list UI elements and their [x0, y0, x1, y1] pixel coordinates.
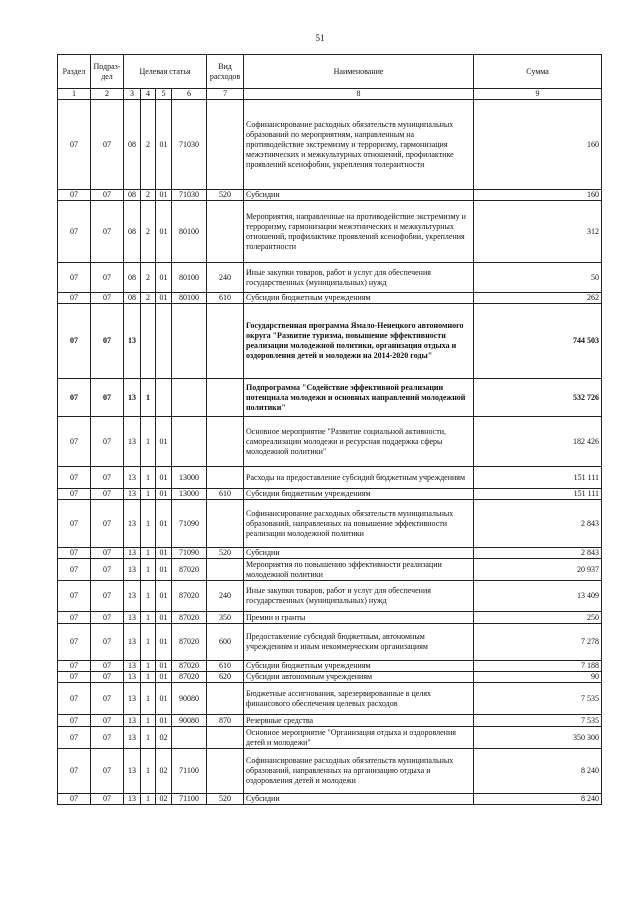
- header-target-article: Целевая статья: [124, 55, 207, 89]
- table-row: [58, 794, 602, 805]
- col-number: 4: [141, 89, 156, 100]
- cell-direction: 71090: [172, 548, 207, 559]
- cell-subprogram: 2: [141, 263, 156, 293]
- cell-amount: 8 240: [474, 749, 602, 794]
- cell-activity: 01: [156, 548, 172, 559]
- cell-subsection: 07: [91, 727, 124, 749]
- cell-activity: 01: [156, 467, 172, 489]
- cell-subsection: 07: [91, 304, 124, 379]
- cell-subprogram: 2: [141, 293, 156, 304]
- cell-subsection: 07: [91, 100, 124, 190]
- cell-direction: 71100: [172, 794, 207, 805]
- cell-subprogram: 1: [141, 661, 156, 672]
- cell-section: 07: [58, 683, 91, 715]
- cell-activity: 01: [156, 500, 172, 548]
- table-row: [58, 581, 602, 612]
- cell-subprogram: 1: [141, 612, 156, 624]
- table-row: [58, 548, 602, 559]
- cell-program: 13: [124, 379, 141, 417]
- cell-amount: 7 535: [474, 683, 602, 715]
- cell-direction: 80100: [172, 263, 207, 293]
- cell-subprogram: 2: [141, 100, 156, 190]
- page-number: 51: [315, 33, 325, 43]
- cell-section: 07: [58, 201, 91, 263]
- cell-subsection: 07: [91, 201, 124, 263]
- cell-name: Софинансирование расходных обязательств муниципальных образований, направленных на организацию отдыха и оздоровления детей и молодежи: [244, 749, 474, 794]
- cell-section: 07: [58, 100, 91, 190]
- cell-activity: 02: [156, 749, 172, 794]
- col-number: 2: [91, 89, 124, 100]
- cell-name: Предоставление субсидий бюджетным, автономным учреждениям и иным некоммерческим организациям: [244, 624, 474, 661]
- table-row: [58, 661, 602, 672]
- cell-subsection: 07: [91, 672, 124, 683]
- cell-program: 13: [124, 304, 141, 379]
- cell-amount: 2 843: [474, 548, 602, 559]
- cell-name: Мероприятия по повышению эффективности реализации молодежной политики: [244, 559, 474, 581]
- cell-activity: 01: [156, 100, 172, 190]
- cell-amount: 250: [474, 612, 602, 624]
- cell-name: Резервные средства: [244, 715, 474, 727]
- cell-subsection: 07: [91, 794, 124, 805]
- cell-direction: 71030: [172, 100, 207, 190]
- cell-section: 07: [58, 293, 91, 304]
- cell-subprogram: 2: [141, 190, 156, 201]
- cell-section: 07: [58, 190, 91, 201]
- cell-direction: 13000: [172, 467, 207, 489]
- table-row: [58, 624, 602, 661]
- cell-activity: 01: [156, 683, 172, 715]
- cell-expense-type: 870: [207, 715, 244, 727]
- cell-program: 13: [124, 683, 141, 715]
- cell-expense-type: [207, 417, 244, 467]
- header-subsection: Подраз-дел: [91, 55, 124, 89]
- cell-activity: 01: [156, 612, 172, 624]
- cell-direction: [172, 379, 207, 417]
- cell-name: Основное мероприятие "Развитие социальной активности, самореализации молодежи и ресурсная поддержка сферы молодежной политики": [244, 417, 474, 467]
- cell-subprogram: 1: [141, 379, 156, 417]
- cell-subprogram: 1: [141, 500, 156, 548]
- col-number: 8: [244, 89, 474, 100]
- cell-section: 07: [58, 489, 91, 500]
- cell-amount: 7 535: [474, 715, 602, 727]
- cell-expense-type: 520: [207, 190, 244, 201]
- table-row: [58, 489, 602, 500]
- cell-name: Субсидии бюджетным учреждениям: [244, 489, 474, 500]
- table-row: [58, 727, 602, 749]
- cell-direction: 71030: [172, 190, 207, 201]
- cell-section: 07: [58, 624, 91, 661]
- cell-activity: 01: [156, 661, 172, 672]
- cell-direction: [172, 304, 207, 379]
- cell-expense-type: [207, 727, 244, 749]
- cell-direction: 13000: [172, 489, 207, 500]
- cell-section: 07: [58, 263, 91, 293]
- cell-name: Субсидии: [244, 548, 474, 559]
- cell-section: 07: [58, 304, 91, 379]
- cell-direction: 87020: [172, 661, 207, 672]
- cell-name: Расходы на предоставление субсидий бюджетным учреждениям: [244, 467, 474, 489]
- header-row: [58, 55, 602, 89]
- cell-expense-type: [207, 749, 244, 794]
- cell-amount: 151 111: [474, 467, 602, 489]
- col-number: 3: [124, 89, 141, 100]
- cell-amount: 7 278: [474, 624, 602, 661]
- cell-section: 07: [58, 500, 91, 548]
- cell-expense-type: 600: [207, 624, 244, 661]
- cell-subprogram: 1: [141, 489, 156, 500]
- cell-expense-type: 520: [207, 794, 244, 805]
- cell-section: 07: [58, 467, 91, 489]
- cell-amount: 262: [474, 293, 602, 304]
- cell-subsection: 07: [91, 190, 124, 201]
- cell-activity: 01: [156, 201, 172, 263]
- cell-amount: 90: [474, 672, 602, 683]
- cell-section: 07: [58, 548, 91, 559]
- cell-name: Субсидии бюджетным учреждениям: [244, 293, 474, 304]
- cell-direction: 90080: [172, 683, 207, 715]
- cell-section: 07: [58, 559, 91, 581]
- cell-subsection: 07: [91, 612, 124, 624]
- cell-amount: 160: [474, 100, 602, 190]
- cell-subprogram: 1: [141, 624, 156, 661]
- cell-program: 08: [124, 190, 141, 201]
- cell-program: 13: [124, 624, 141, 661]
- cell-amount: 20 937: [474, 559, 602, 581]
- cell-activity: 02: [156, 794, 172, 805]
- cell-subprogram: 2: [141, 201, 156, 263]
- cell-subprogram: 1: [141, 581, 156, 612]
- header-expense-type: Вид расходов: [207, 55, 244, 89]
- column-number-row: [58, 89, 602, 100]
- table-row: [58, 500, 602, 548]
- cell-amount: 312: [474, 201, 602, 263]
- cell-expense-type: 240: [207, 581, 244, 612]
- cell-section: 07: [58, 379, 91, 417]
- cell-program: 08: [124, 100, 141, 190]
- table-row: [58, 683, 602, 715]
- table-row: [58, 304, 602, 379]
- header-name: Наименование: [244, 55, 474, 89]
- cell-subprogram: 1: [141, 794, 156, 805]
- cell-direction: 87020: [172, 559, 207, 581]
- cell-subsection: 07: [91, 683, 124, 715]
- cell-expense-type: 610: [207, 489, 244, 500]
- cell-section: 07: [58, 672, 91, 683]
- budget-table: [57, 54, 602, 805]
- cell-name: Софинансирование расходных обязательств муниципальных образований, направленных на повышение эффективности реализации молодежной политики: [244, 500, 474, 548]
- cell-direction: 71100: [172, 749, 207, 794]
- cell-activity: [156, 304, 172, 379]
- col-number: 5: [156, 89, 172, 100]
- cell-subprogram: 1: [141, 417, 156, 467]
- cell-name: Субсидии: [244, 190, 474, 201]
- cell-subprogram: 1: [141, 683, 156, 715]
- cell-direction: 80100: [172, 293, 207, 304]
- cell-program: 13: [124, 548, 141, 559]
- table-row: [58, 559, 602, 581]
- cell-name: Основное мероприятие "Организация отдыха и оздоровления детей и молодежи": [244, 727, 474, 749]
- cell-program: 08: [124, 293, 141, 304]
- cell-subsection: 07: [91, 661, 124, 672]
- cell-amount: 532 726: [474, 379, 602, 417]
- cell-direction: 87020: [172, 624, 207, 661]
- cell-expense-type: [207, 201, 244, 263]
- cell-subprogram: 1: [141, 559, 156, 581]
- cell-subprogram: 1: [141, 467, 156, 489]
- header-amount: Сумма: [474, 55, 602, 89]
- table-row: [58, 201, 602, 263]
- cell-subsection: 07: [91, 417, 124, 467]
- cell-name: Премии и гранты: [244, 612, 474, 624]
- cell-subsection: 07: [91, 581, 124, 612]
- table-row: [58, 293, 602, 304]
- cell-subsection: 07: [91, 500, 124, 548]
- cell-direction: 87020: [172, 612, 207, 624]
- cell-subsection: 07: [91, 559, 124, 581]
- cell-section: 07: [58, 749, 91, 794]
- header-section: Раздел: [58, 55, 91, 89]
- cell-program: 13: [124, 489, 141, 500]
- cell-expense-type: 620: [207, 672, 244, 683]
- cell-program: 13: [124, 417, 141, 467]
- col-number: 7: [207, 89, 244, 100]
- cell-subsection: 07: [91, 624, 124, 661]
- cell-amount: 350 300: [474, 727, 602, 749]
- cell-section: 07: [58, 727, 91, 749]
- cell-activity: 01: [156, 559, 172, 581]
- cell-subprogram: 1: [141, 672, 156, 683]
- cell-name: Бюджетные ассигнования, зарезервированные в целях финансового обеспечения целевых расходов: [244, 683, 474, 715]
- cell-subsection: 07: [91, 489, 124, 500]
- cell-amount: 182 426: [474, 417, 602, 467]
- cell-direction: [172, 727, 207, 749]
- table-row: [58, 467, 602, 489]
- table-row: [58, 100, 602, 190]
- cell-expense-type: [207, 559, 244, 581]
- cell-expense-type: 240: [207, 263, 244, 293]
- cell-amount: 50: [474, 263, 602, 293]
- col-number: 6: [172, 89, 207, 100]
- cell-direction: 71090: [172, 500, 207, 548]
- cell-program: 13: [124, 559, 141, 581]
- cell-amount: 13 409: [474, 581, 602, 612]
- cell-direction: 87020: [172, 581, 207, 612]
- cell-subsection: 07: [91, 293, 124, 304]
- cell-section: 07: [58, 612, 91, 624]
- cell-subsection: 07: [91, 263, 124, 293]
- cell-name: Субсидии автономным учреждениям: [244, 672, 474, 683]
- cell-amount: 2 843: [474, 500, 602, 548]
- cell-subprogram: 1: [141, 715, 156, 727]
- cell-direction: 87020: [172, 672, 207, 683]
- cell-program: 13: [124, 500, 141, 548]
- cell-expense-type: [207, 304, 244, 379]
- col-number: 9: [474, 89, 602, 100]
- cell-program: 13: [124, 749, 141, 794]
- cell-direction: 80100: [172, 201, 207, 263]
- cell-activity: 01: [156, 581, 172, 612]
- cell-subsection: 07: [91, 749, 124, 794]
- cell-subsection: 07: [91, 715, 124, 727]
- cell-program: 08: [124, 263, 141, 293]
- cell-direction: 90080: [172, 715, 207, 727]
- cell-activity: 01: [156, 489, 172, 500]
- cell-program: 13: [124, 661, 141, 672]
- table-row: [58, 190, 602, 201]
- cell-expense-type: [207, 500, 244, 548]
- cell-program: 13: [124, 612, 141, 624]
- cell-activity: 01: [156, 672, 172, 683]
- cell-program: 13: [124, 794, 141, 805]
- table-row: [58, 263, 602, 293]
- cell-program: 13: [124, 715, 141, 727]
- table-row: [58, 715, 602, 727]
- cell-subprogram: 1: [141, 548, 156, 559]
- cell-section: 07: [58, 715, 91, 727]
- cell-section: 07: [58, 794, 91, 805]
- table-row: [58, 417, 602, 467]
- table-row: [58, 749, 602, 794]
- cell-section: 07: [58, 581, 91, 612]
- cell-name: Субсидии: [244, 794, 474, 805]
- cell-program: 13: [124, 727, 141, 749]
- cell-name: Подпрограмма "Содействие эффективной реализации потенциала молодежи и основных направлений молодежной политики": [244, 379, 474, 417]
- cell-activity: 01: [156, 417, 172, 467]
- cell-name: Государственная программа Ямало-Ненецкого автономного округа "Развитие туризма, повышение эффективности реализации молодежной политики, организация отдыха и оздоровления детей и молодежи на 2014-2020 годы": [244, 304, 474, 379]
- cell-name: Софинансирование расходных обязательств муниципальных образований по мероприятиям, направленным на противодействие экстремизму и терроризму, гармонизация межэтнических и межкультурных отношений, профилактике проявлений ксенофобии, укрепления толерантности: [244, 100, 474, 190]
- cell-program: 08: [124, 201, 141, 263]
- cell-name: Субсидии бюджетным учреждениям: [244, 661, 474, 672]
- cell-activity: 02: [156, 727, 172, 749]
- cell-expense-type: [207, 683, 244, 715]
- cell-activity: 01: [156, 263, 172, 293]
- cell-expense-type: 350: [207, 612, 244, 624]
- cell-subprogram: [141, 304, 156, 379]
- cell-amount: 151 111: [474, 489, 602, 500]
- cell-activity: [156, 379, 172, 417]
- cell-subprogram: 1: [141, 749, 156, 794]
- table-row: [58, 612, 602, 624]
- col-number: 1: [58, 89, 91, 100]
- cell-activity: 01: [156, 293, 172, 304]
- cell-section: 07: [58, 417, 91, 467]
- cell-name: Иные закупки товаров, работ и услуг для обеспечения государственных (муниципальных) нужд: [244, 581, 474, 612]
- table-row: [58, 379, 602, 417]
- cell-expense-type: 610: [207, 293, 244, 304]
- cell-name: Мероприятия, направленные на противодействие экстремизму и терроризму, гармонизации межэтнических и межкультурных отношений, профилактике проявлений ксенофобии, укрепления толерантности: [244, 201, 474, 263]
- cell-program: 13: [124, 467, 141, 489]
- cell-activity: 01: [156, 715, 172, 727]
- cell-program: 13: [124, 581, 141, 612]
- table-body: [58, 100, 602, 805]
- cell-subsection: 07: [91, 548, 124, 559]
- cell-amount: 7 188: [474, 661, 602, 672]
- cell-section: 07: [58, 661, 91, 672]
- cell-amount: 160: [474, 190, 602, 201]
- cell-direction: [172, 417, 207, 467]
- cell-amount: 8 240: [474, 794, 602, 805]
- cell-expense-type: [207, 100, 244, 190]
- cell-expense-type: 610: [207, 661, 244, 672]
- table-row: [58, 672, 602, 683]
- cell-expense-type: [207, 379, 244, 417]
- cell-name: Иные закупки товаров, работ и услуг для обеспечения государственных (муниципальных) нужд: [244, 263, 474, 293]
- cell-subprogram: 1: [141, 727, 156, 749]
- cell-expense-type: [207, 467, 244, 489]
- cell-expense-type: 520: [207, 548, 244, 559]
- cell-subsection: 07: [91, 467, 124, 489]
- cell-program: 13: [124, 672, 141, 683]
- cell-amount: 744 503: [474, 304, 602, 379]
- cell-activity: 01: [156, 624, 172, 661]
- cell-subsection: 07: [91, 379, 124, 417]
- cell-activity: 01: [156, 190, 172, 201]
